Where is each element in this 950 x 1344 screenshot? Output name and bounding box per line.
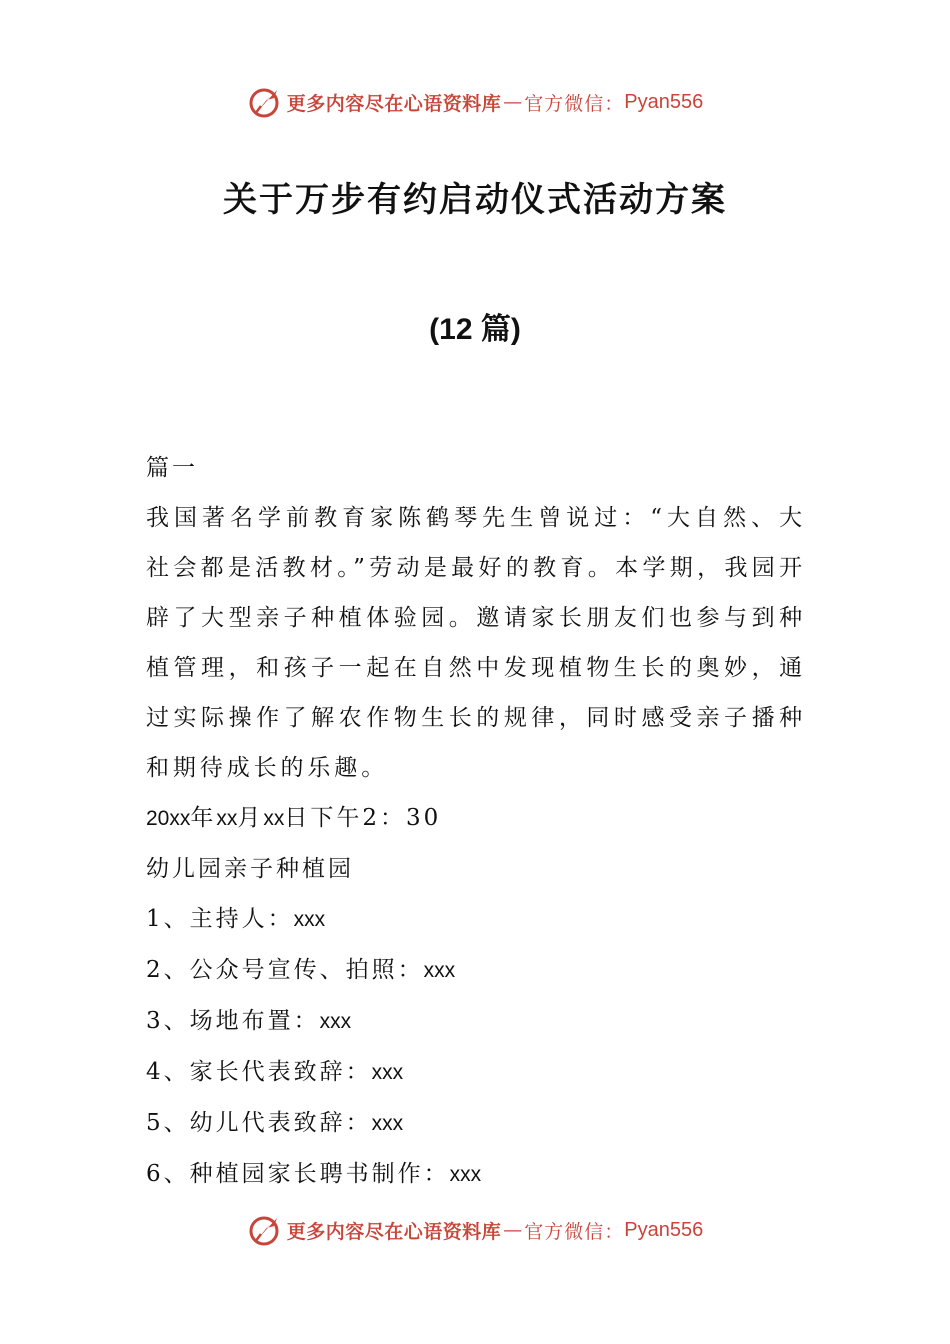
list-item-label: 幼儿代表致辞： (189, 1110, 372, 1136)
event-time (146, 793, 806, 844)
list-item-label: 种植园家长聘书制作： (189, 1161, 450, 1187)
banner-wechat-label: 官方微信： (524, 92, 625, 115)
list-item-label: 家长代表致辞： (189, 1059, 372, 1085)
banner-site-text: 更多内容尽在心语资料库 (286, 92, 502, 115)
banner-wechat-handle: Pyan556 (624, 90, 704, 113)
banner-dash: — (503, 1219, 523, 1241)
intro-paragraph: 我国著名学前教育家陈鹤琴先生曾说过：“大自然、大社会都是活教材。”劳动是最好的教育。本学期，我园开辟了大型亲子种植体验园。邀请家长朋友们也参与到种植管理，和孩子一起在自然中发现植物生长的奥妙，通过实际操作了解农作物生长的规律，同时感受亲子播种和期待成长的乐趣。 (146, 505, 806, 781)
banner-wechat-label: 官方微信： (524, 1220, 625, 1243)
list-item (146, 996, 806, 1047)
time-day-unit: 日下午 (284, 805, 363, 831)
list-item-label: 公众号宣传、拍照： (189, 957, 424, 983)
time-clock: 2：30 (362, 805, 442, 831)
document-subtitle: (12 篇) (429, 313, 521, 346)
list-item (146, 1047, 806, 1098)
list-item-label: 场地布置： (189, 1008, 320, 1034)
list-item-number: 6、 (146, 1161, 190, 1187)
header-banner (0, 82, 950, 122)
event-location: 幼儿园亲子种植园 (146, 856, 354, 882)
list-item-value: xxx (371, 1112, 404, 1135)
list-item-value: xxx (449, 1163, 482, 1186)
list-item-number: 1、 (146, 906, 190, 932)
list-item (146, 894, 806, 945)
list-item (146, 1149, 806, 1200)
list-item-value: xxx (371, 1061, 404, 1084)
time-month-unit: 月 (237, 805, 264, 831)
list-item-number: 4、 (146, 1059, 190, 1085)
quill-logo-icon (247, 84, 283, 120)
list-item-value: xxx (293, 908, 326, 931)
list-item-number: 2、 (146, 957, 190, 983)
list-item (146, 945, 806, 996)
list-item-number: 5、 (146, 1110, 190, 1136)
time-month: xx (216, 807, 238, 830)
list-item (146, 1098, 806, 1149)
quill-logo-icon (247, 1212, 283, 1248)
section-heading: 篇一 (146, 455, 198, 481)
time-day: xx (263, 807, 285, 830)
list-item-value: xxx (319, 1010, 352, 1033)
list-item-value: xxx (423, 959, 456, 982)
time-year: 20xx (146, 807, 191, 830)
document-body (146, 443, 806, 1200)
roles-list (146, 894, 806, 1200)
banner-site-text: 更多内容尽在心语资料库 (286, 1220, 502, 1243)
list-item-number: 3、 (146, 1008, 190, 1034)
list-item-label: 主持人： (189, 906, 294, 932)
footer-banner (0, 1210, 950, 1250)
document-title: 关于万步有约启动仪式活动方案 (223, 180, 727, 220)
banner-dash: — (503, 91, 523, 113)
time-year-unit: 年 (190, 805, 217, 831)
banner-wechat-handle: Pyan556 (624, 1218, 704, 1241)
